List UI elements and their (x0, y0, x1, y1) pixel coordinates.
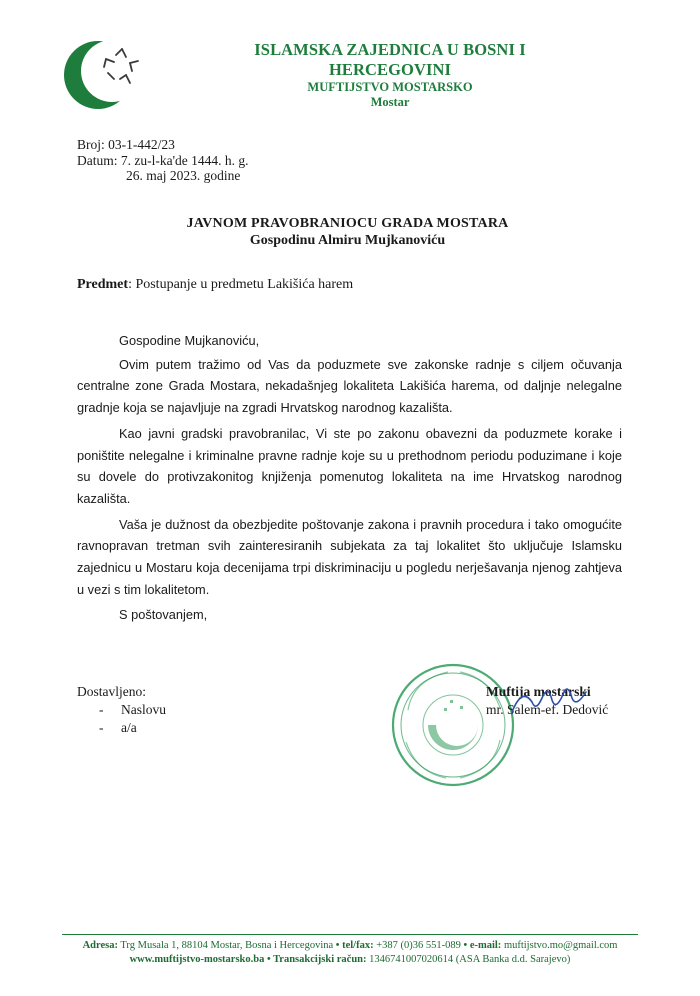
subject-label: Predmet (77, 277, 129, 292)
delivery-item: - a/a (99, 720, 137, 735)
organization-name: ISLAMSKA ZAJEDNICA U BOSNI I HERCEGOVINI (254, 40, 526, 79)
crescent-star-logo-icon (60, 33, 144, 122)
greeting: Gospodine Mujkanoviću, (119, 333, 260, 348)
addressee-office: JAVNOM PRAVOBRANIOCU GRADA MOSTARA (186, 216, 509, 231)
footer-website-link[interactable]: www.muftijstvo-mostarsko.ba (129, 954, 265, 965)
paragraph-3: Vaša je dužnost da obezbjedite poštovanje zakona i pravnih procedura i tako omogućite ravnopravan tretman svih zainteresiranih subjekata za taj lokalitet što uključuje Islamsku zajednicu u Mostaru koja decenijama trpi diskriminaciju u pogledu nerješavanja njenog zahtjeva u vezi s tim lokalitetom. (77, 516, 622, 597)
letterhead (200, 40, 580, 110)
paragraph-2: Kao javni gradski pravobranilac, Vi ste po zakonu obavezni da poduzmete korake i poništite nelegalne i kriminalne pravne radnje koje su u prethodnom periodu poduzimane i koje su dovele do protivzakonitog knjiženja pomenutog lokaliteta na ime Hrvatskog narodnog kazališta. (77, 425, 622, 506)
paragraph-1: Ovim putem tražimo od Vas da poduzmete sve zakonske radnje s ciljem očuvanja centralne zone Grada Mostara, nekadašnjeg lokaliteta Lakišića harema, od daljnje nelegalne gradnje koja se najavljuje na zgradi Hrvatskog narodnog kazališta. (77, 356, 622, 416)
document-meta (77, 137, 249, 184)
footer-email-link[interactable]: muftijstvo.mo@gmail.com (501, 940, 618, 951)
organization-subtitle: MUFTIJSTVO MOSTARSKO (307, 80, 473, 94)
handwritten-signature (506, 682, 596, 727)
addressee-person: Gospodinu Almiru Mujkanoviću (249, 233, 446, 248)
subject-line (77, 277, 353, 293)
date-hijri: Datum: 7. zu-l-ka'de 1444. h. g. (77, 152, 249, 168)
footer (40, 939, 660, 967)
closing: S poštovanjem, (119, 607, 208, 623)
reference-number: Broj: 03-1-442/23 (77, 137, 175, 152)
delivery-item: - Naslovu (99, 702, 166, 717)
subject-text: : Postupanje u predmetu Lakišića harem (128, 277, 354, 292)
footer-line-2: www.muftijstvo-mostarsko.ba • Transakcijski račun: 1346741007020614 (ASA Banka d.d. Sarajevo) (129, 954, 571, 965)
organization-city: Mostar (370, 95, 410, 109)
footer-line-1: Adresa: Trg Musala 1, 88104 Mostar, Bosna i Hercegovina • tel/fax: +387 (0)36 551-089 • e-mail: muftijstvo.mo@gmail.com (82, 940, 618, 951)
official-stamp-icon (388, 660, 518, 795)
delivery-label: Dostavljeno: (77, 684, 146, 699)
delivery-list (77, 683, 166, 737)
addressee (0, 215, 640, 249)
date-gregorian: 26. maj 2023. godine (126, 168, 241, 183)
letter-body (77, 330, 622, 626)
signatory-name: mr. Salem-ef. Dedović (486, 702, 609, 717)
signatory-title: Muftija mostarski (486, 684, 591, 699)
footer-divider (62, 934, 638, 935)
